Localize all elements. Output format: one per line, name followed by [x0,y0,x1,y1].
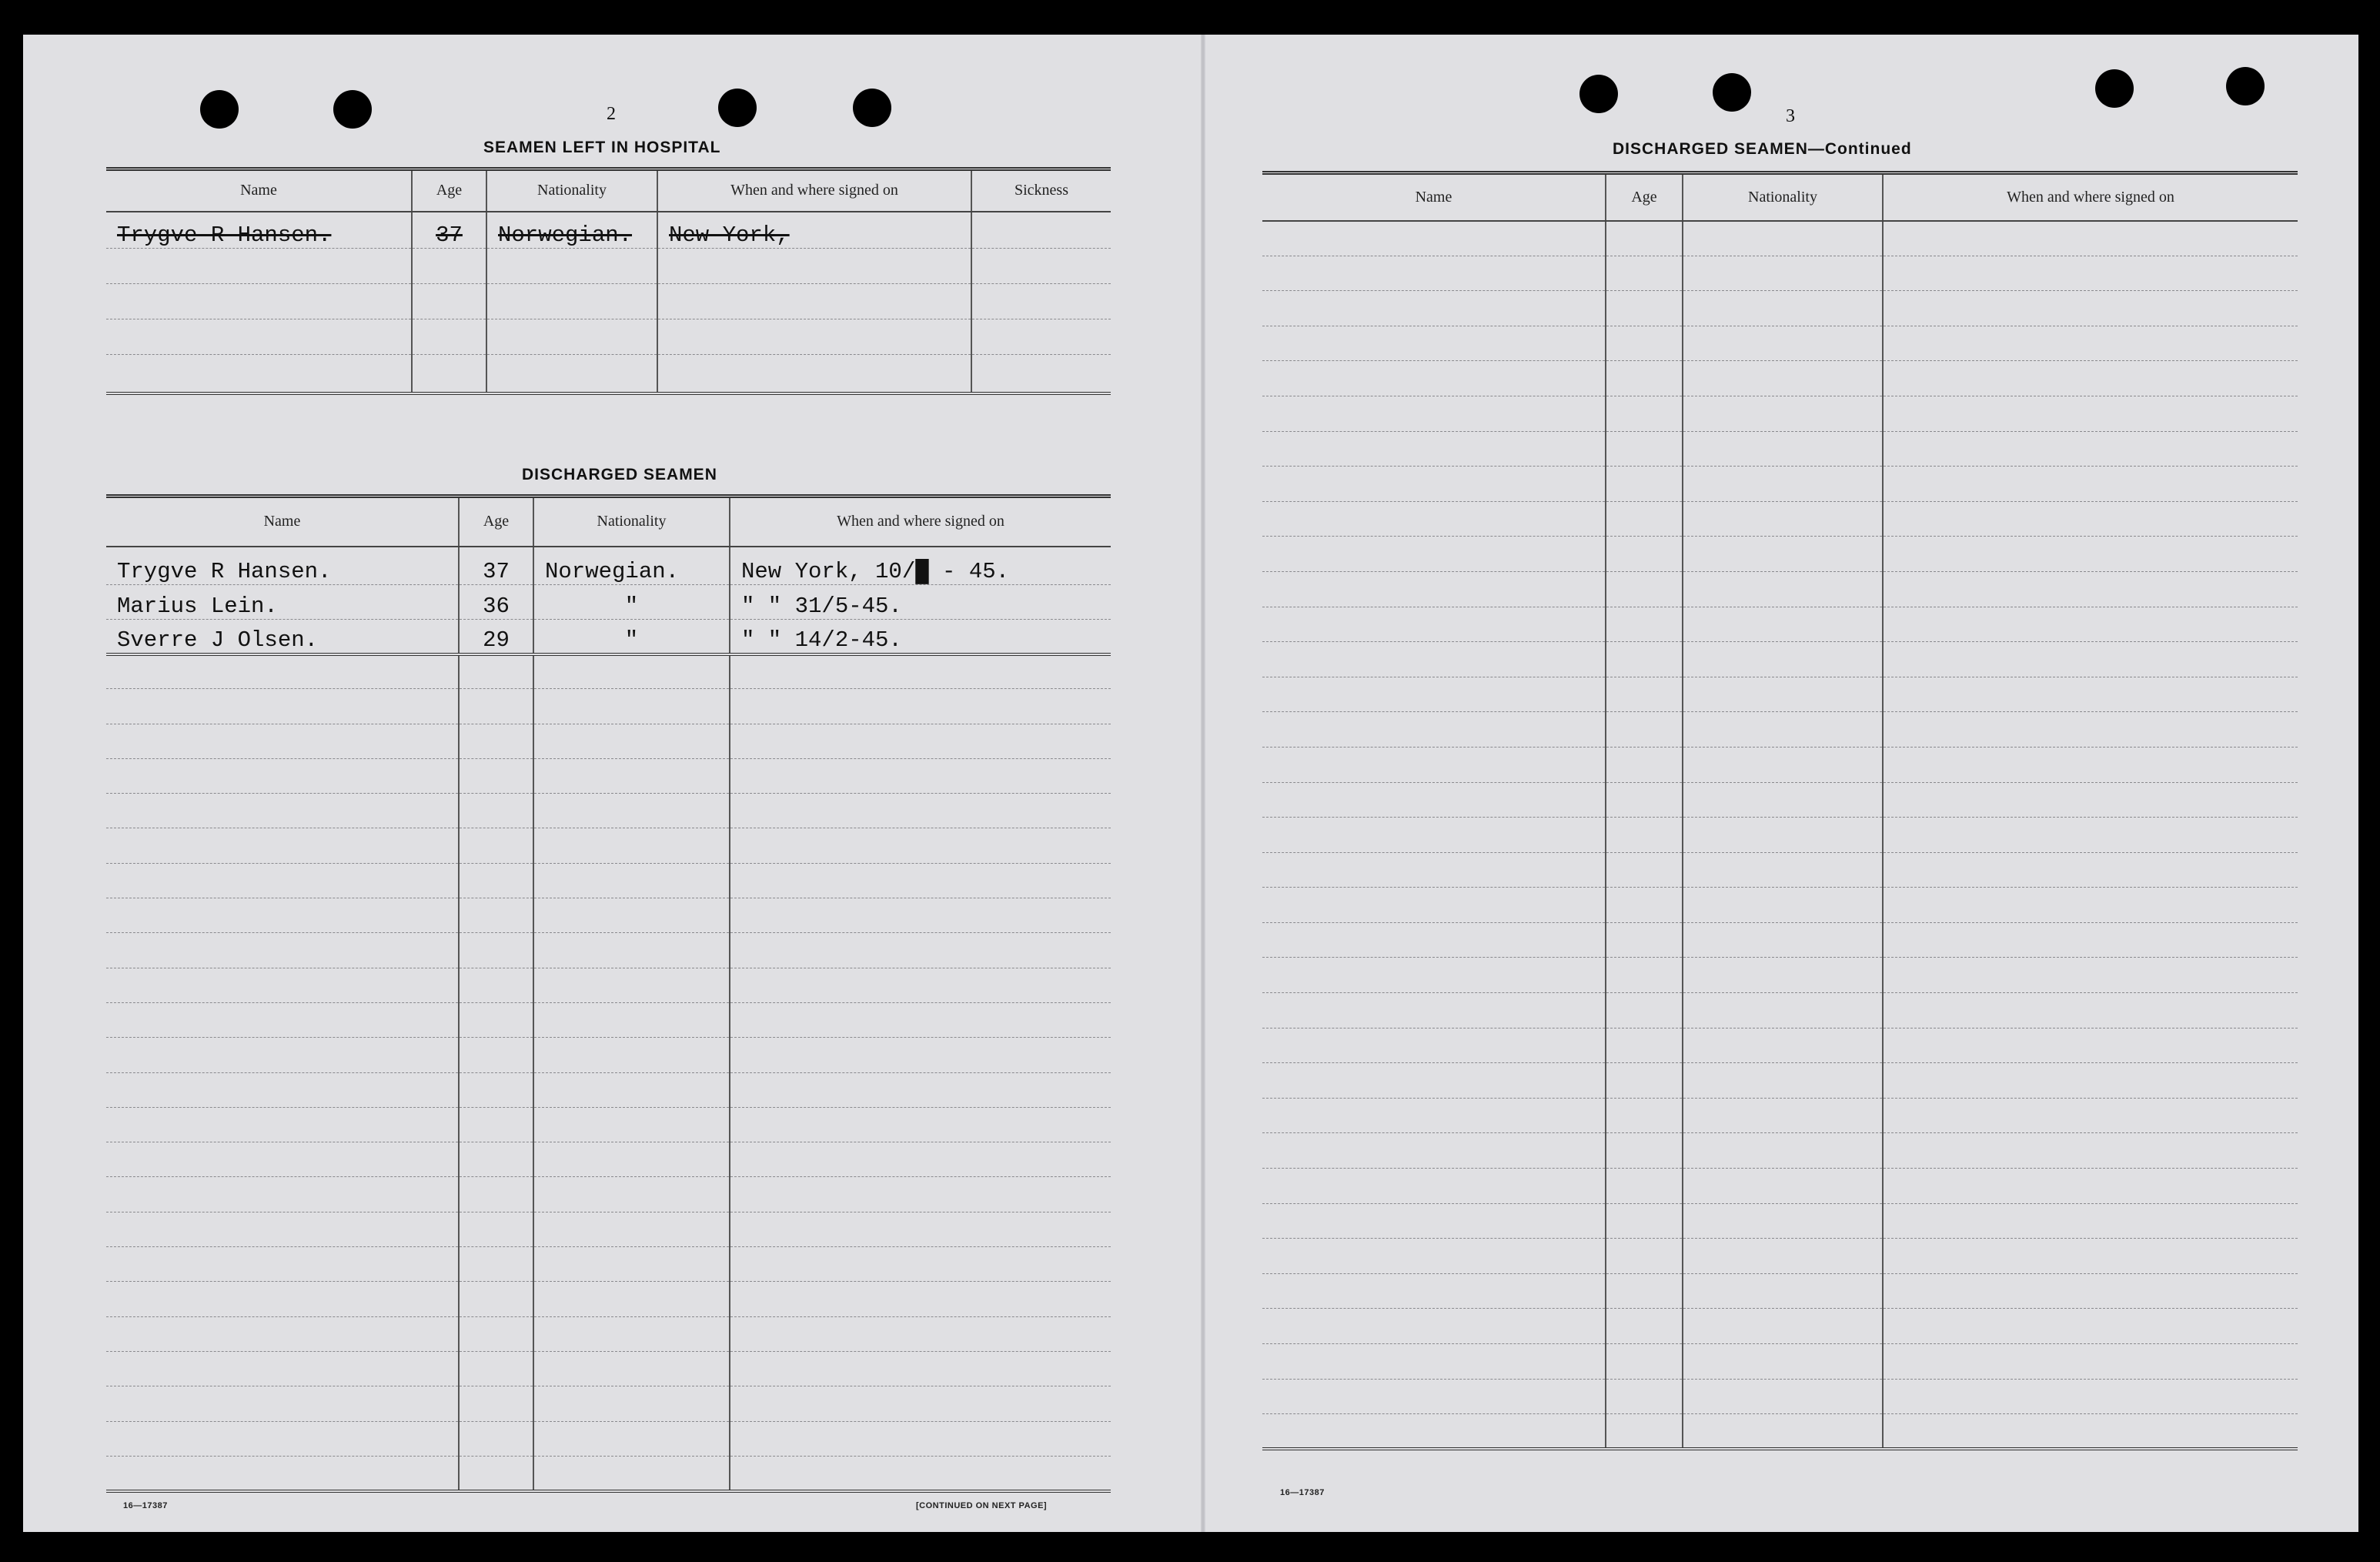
page-fold [1201,35,1205,1532]
col-signed-on-header: When and where signed on [730,497,1111,547]
seaman-signed-on: New York, 10/█ - 45. [730,547,1111,585]
seaman-signed-on: " " 31/5-45. [730,585,1111,620]
blank-row [1262,642,2298,677]
table-row [106,620,1111,654]
col-age-header: Age [459,497,533,547]
punch-hole [333,90,372,129]
blank-row [106,1072,1111,1107]
hospital-sickness-cell [971,212,1111,249]
blank-row [106,933,1111,968]
blank-row [106,863,1111,898]
blank-row [1262,1344,2298,1380]
hospital-age-cell: 37 [412,212,486,249]
discharged-table [106,494,1111,1493]
form-number-right: 16—17387 [1280,1488,1325,1497]
col-sickness-header: Sickness [971,169,1111,212]
blank-row [106,1386,1111,1421]
punch-hole [1713,73,1751,112]
blank-row [106,794,1111,828]
blank-row [106,1002,1111,1037]
col-age-header: Age [1606,173,1683,221]
blank-row [106,968,1111,1002]
blank-row [1262,221,2298,256]
blank-row [106,1177,1111,1212]
blank-row [1262,993,2298,1029]
seaman-nationality: Norwegian. [533,547,730,585]
seaman-age: 37 [459,547,533,585]
punch-hole [2095,69,2134,108]
hospital-signed-on-cell: New York, [657,212,971,249]
blank-row [106,1316,1111,1351]
discharged-title: DISCHARGED SEAMEN [522,466,717,483]
blank-row [1262,1239,2298,1274]
blank-row [106,1212,1111,1246]
col-signed-on-header: When and where signed on [1883,173,2298,221]
blank-row [106,898,1111,933]
blank-row [1262,571,2298,607]
blank-row [1262,747,2298,782]
punch-hole [1579,75,1618,113]
table-row [106,585,1111,620]
blank-row [1262,1063,2298,1099]
continued-note: [CONTINUED ON NEXT PAGE] [916,1501,1048,1510]
punch-hole [718,89,757,127]
col-age-header: Age [412,169,486,212]
blank-row [106,689,1111,724]
hospital-name-cell: Trygve R Hansen. [106,212,412,249]
blank-row [1262,361,2298,396]
blank-row [1262,1414,2298,1450]
blank-row [106,1421,1111,1456]
blank-row [1262,958,2298,993]
form-number-left: 16—17387 [123,1501,168,1510]
col-name-header: Name [106,169,412,212]
page-number-right: 3 [1786,106,1795,126]
punch-hole [853,89,891,127]
table-row [106,319,1111,355]
blank-row [1262,537,2298,572]
table-row [106,547,1111,585]
blank-row [1262,852,2298,888]
seaman-name: Trygve R Hansen. [106,547,459,585]
col-nationality-header: Nationality [533,497,730,547]
blank-row [1262,1028,2298,1063]
blank-row [1262,396,2298,431]
blank-row [1262,818,2298,853]
seaman-nationality: " [533,585,730,620]
continued-header-row [1262,173,2298,221]
col-nationality-header: Nationality [1683,173,1883,221]
blank-row [106,1282,1111,1316]
blank-row [1262,1098,2298,1133]
blank-row [1262,467,2298,502]
continued-table [1262,171,2298,1450]
table-row [106,355,1111,393]
blank-row [1262,677,2298,712]
col-nationality-header: Nationality [486,169,657,212]
seaman-name: Marius Lein. [106,585,459,620]
punch-hole [200,90,239,129]
seaman-nationality: " [533,620,730,654]
col-name-header: Name [106,497,459,547]
blank-row [1262,712,2298,748]
hospital-header-row [106,169,1111,212]
blank-row [106,724,1111,758]
blank-row [1262,501,2298,537]
hospital-table [106,167,1111,395]
table-row [106,249,1111,284]
discharged-header-row [106,497,1111,547]
blank-row [1262,1169,2298,1204]
blank-row [106,828,1111,863]
blank-row [1262,607,2298,642]
seaman-signed-on: " " 14/2-45. [730,620,1111,654]
blank-row [1262,782,2298,818]
blank-row [1262,1273,2298,1309]
blank-row [1262,431,2298,467]
blank-row [106,1107,1111,1142]
seaman-age: 36 [459,585,533,620]
blank-row [106,1247,1111,1282]
record-sheet [23,35,2358,1532]
continued-title: DISCHARGED SEAMEN—Continued [1613,140,1912,158]
table-row [106,284,1111,319]
col-name-header: Name [1262,173,1606,221]
blank-row [1262,922,2298,958]
blank-row [1262,326,2298,361]
blank-row [106,1351,1111,1386]
blank-row [1262,1133,2298,1169]
blank-row [106,1456,1111,1490]
blank-row [1262,291,2298,326]
blank-row [1262,888,2298,923]
blank-row [1262,1379,2298,1414]
blank-row [106,654,1111,689]
blank-row [106,1142,1111,1177]
punch-hole [2226,67,2265,105]
hospital-title: SEAMEN LEFT IN HOSPITAL [483,139,721,156]
blank-row [1262,256,2298,291]
col-signed-on-header: When and where signed on [657,169,971,212]
seaman-age: 29 [459,620,533,654]
blank-row [1262,1309,2298,1344]
blank-row [106,758,1111,793]
seaman-name: Sverre J Olsen. [106,620,459,654]
blank-row [106,1038,1111,1072]
hospital-nationality-cell: Norwegian. [486,212,657,249]
page-number-left: 2 [607,104,616,124]
blank-row [1262,1203,2298,1239]
table-row [106,212,1111,249]
